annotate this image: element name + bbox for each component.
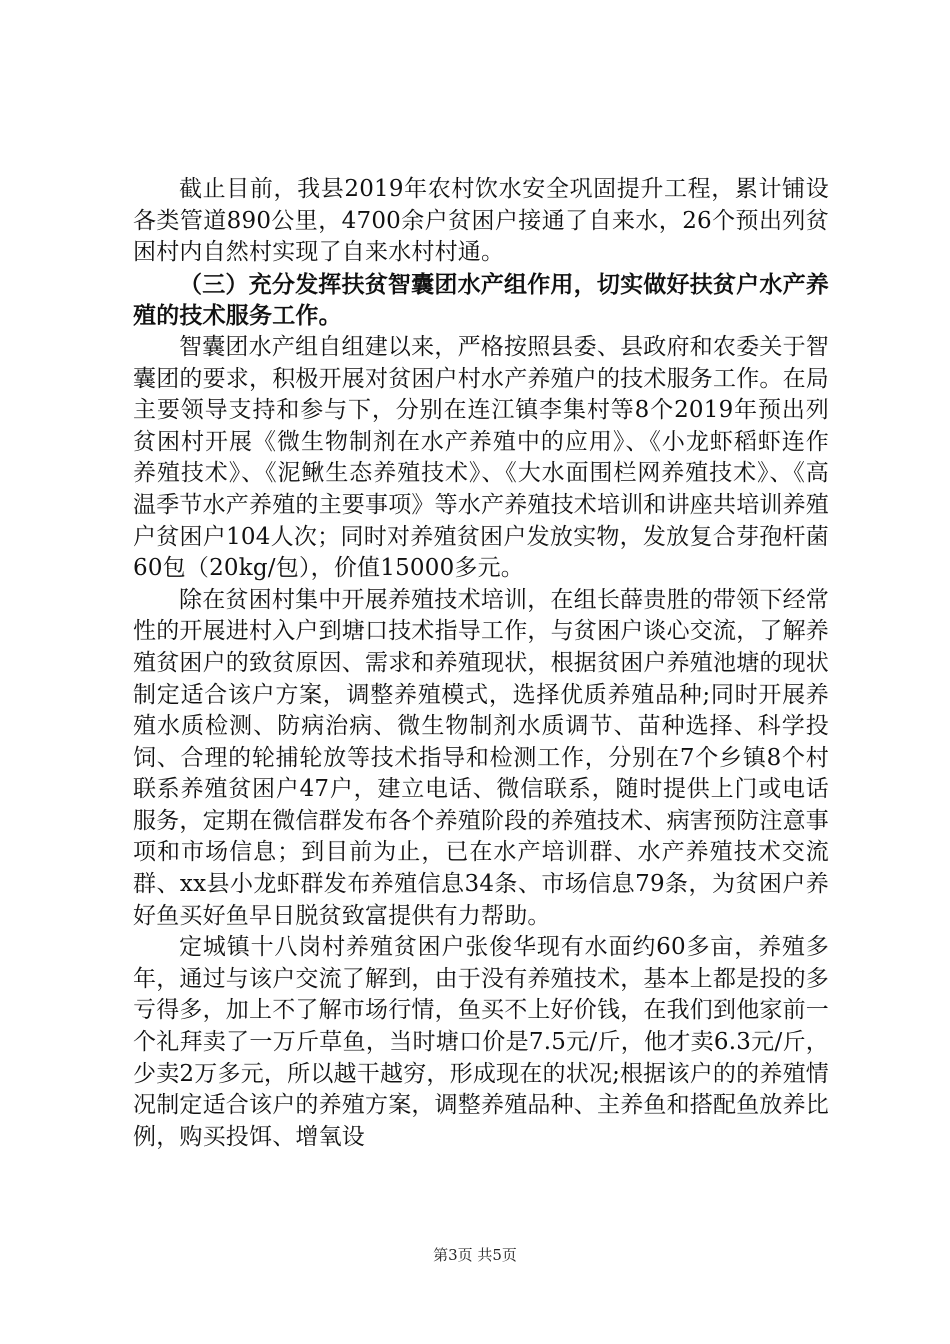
paragraph-water-safety: 截止目前，我县2019年农村饮水安全巩固提升工程，累计铺设各类管道890公里，4700余户贫困户接通了自来水，26个预出列贫困村内自然村实现了自来水村村通。: [133, 176, 829, 266]
paragraph-field-guidance: 除在贫困村集中开展养殖技术培训，在组长薛贵胜的带领下经常性的开展进村入户到塘口技术指导工作，与贫困户谈心交流，了解养殖贫困户的致贫原因、需求和养殖现状，根据贫困户养殖池塘的现状制定适合该户方案，调整养殖模式，选择优质养殖品种;同时开展养殖水质检测、防病治病、微生物制剂水质调节、苗种选择、科学投饲、合理的轮捕轮放等技术指导和检测工作，分别在7个乡镇8个村联系养殖贫困户47户，建立电话、微信联系，随时提供上门或电话服务，定期在微信群发布各个养殖阶段的养殖技术、病害预防注意事项和市场信息；到目前为止，已在水产培训群、水产养殖技术交流群、xx县小龙虾群发布养殖信息34条、市场信息79条，为贫困户养好鱼买好鱼早日脱贫致富提供有力帮助。: [133, 586, 829, 929]
document-body: [133, 174, 829, 1153]
paragraph-think-tank-training: 智囊团水产组自组建以来，严格按照县委、县政府和农委关于智囊团的要求，积极开展对贫困户村水产养殖户的技术服务工作。在局主要领导支持和参与下，分别在连江镇李集村等8个2019年预出列贫困村开展《微生物制剂在水产养殖中的应用》、《小龙虾稻虾连作养殖技术》、《泥鳅生态养殖技术》、《大水面围栏网养殖技术》、《高温季节水产养殖的主要事项》等水产养殖技术培训和讲座共培训养殖户贫困户104人次；同时对养殖贫困户发放实物，发放复合芽孢杆菌60包（20kg/包），价值15000多元。: [133, 333, 829, 582]
section-heading-3: （三）充分发挥扶贫智囊团水产组作用，切实做好扶贫户水产养殖的技术服务工作。: [133, 270, 829, 330]
page-number-footer: 第3页 共5页: [433, 1246, 517, 1264]
paragraph-case-study: 定城镇十八岗村养殖贫困户张俊华现有水面约60多亩，养殖多年，通过与该户交流了解到，由于没有养殖技术，基本上都是投的多亏得多，加上不了解市场行情，鱼买不上好价钱，在我们到他家前一个礼拜卖了一万斤草鱼，当时塘口价是7.5元/斤，他才卖6.3元/斤，少卖2万多元，所以越干越穷，形成现在的状况;根据该户的的养殖情况制定适合该户的养殖方案，调整养殖品种、主养鱼和搭配鱼放养比例，购买投饵、增氧设: [133, 934, 829, 1150]
